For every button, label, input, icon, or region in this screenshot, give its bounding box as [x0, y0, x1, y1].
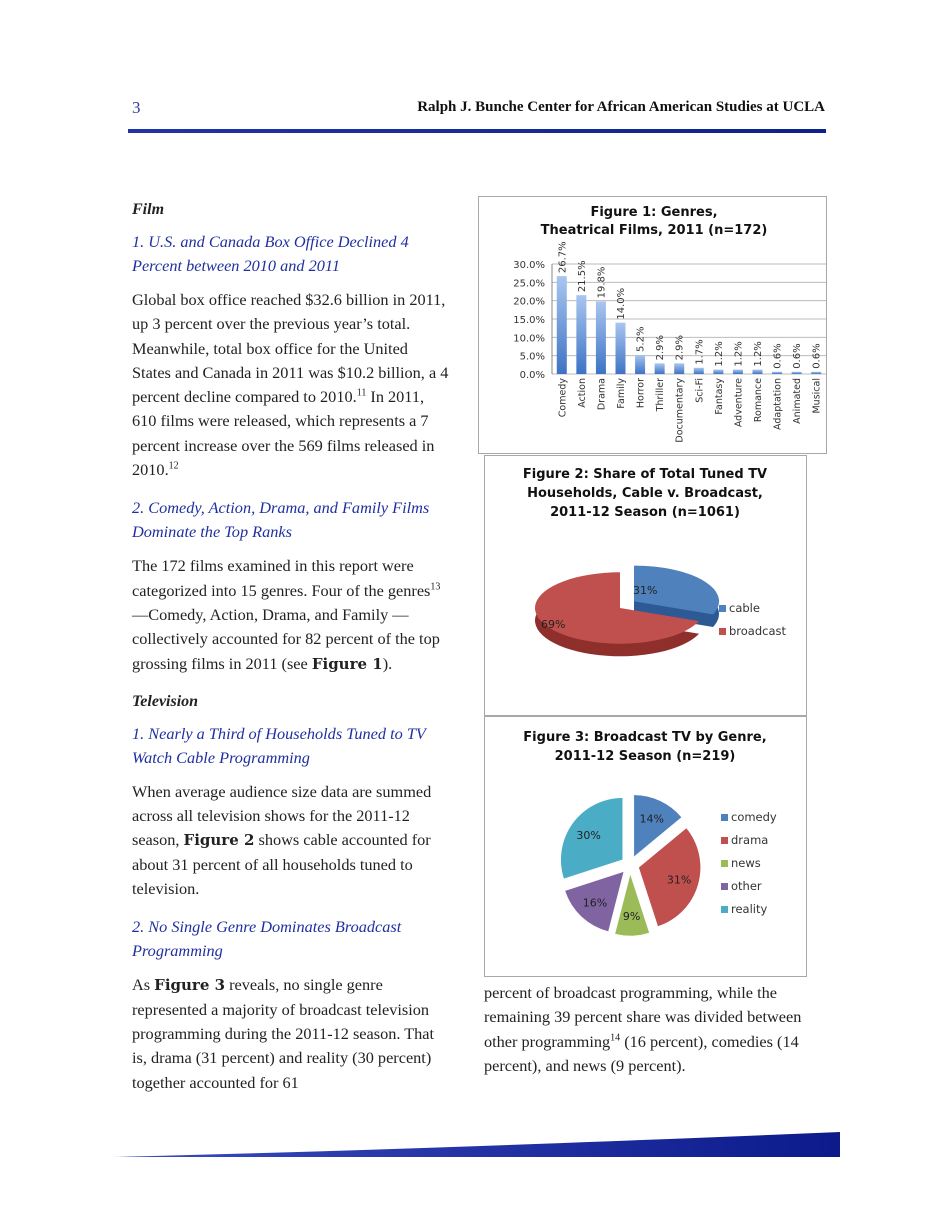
bar-documentary: [674, 363, 684, 374]
subheading-cable: 1. Nearly a Third of Households Tuned to TV Watch Cable Programming: [132, 723, 426, 767]
data-label: 16%: [582, 896, 608, 910]
x-tick-label: Documentary: [674, 378, 686, 443]
pie: [535, 566, 719, 657]
text: In 2011, 610 films were released, which represents a 7 percent increase over the 569 films released in 2010.: [132, 387, 435, 480]
legend-label: comedy: [731, 810, 777, 824]
figure-2-cable-broadcast-pie: [484, 455, 807, 716]
running-title: Ralph J. Bunche Center for African American Studies at UCLA: [417, 99, 825, 115]
x-tick-label: Fantasy: [713, 378, 725, 415]
data-label: 1.7%: [694, 339, 706, 365]
data-label: 2.9%: [655, 334, 667, 361]
chart-title: Figure 3: Broadcast TV by Genre,: [523, 730, 767, 745]
legend-swatch: [719, 628, 726, 635]
bar-adaptation: [772, 372, 782, 374]
y-tick-label: 30.0%: [513, 260, 545, 271]
chart-title: 2011-12 Season (n=219): [554, 749, 736, 764]
header-rule: [128, 129, 826, 133]
data-label: 9%: [622, 910, 641, 924]
legend-label: cable: [729, 601, 760, 615]
x-tick-label: Family: [616, 378, 627, 409]
data-label: 0.6%: [811, 343, 823, 369]
figure-1-genres-bar-chart: [478, 196, 827, 454]
bar-family: [616, 323, 626, 374]
legend-swatch: [721, 837, 728, 844]
footnote-ref: 14: [610, 1032, 621, 1044]
data-label: 69%: [541, 618, 566, 631]
text: shows cable accounted for about 31 percent of all households tuned to television.: [132, 830, 431, 899]
legend-label: other: [731, 879, 762, 893]
figure-ref: Figure 1: [311, 654, 383, 673]
bar-horror: [635, 355, 645, 374]
paragraph-box-office: [132, 288, 450, 482]
text: reveals, no single genre represented a majority of broadcast television programming during the 2011-12 season. That is, drama (31 percent) and reality (30 percent) together accounted for 61: [132, 975, 435, 1092]
x-tick-label: Romance: [753, 378, 764, 423]
y-tick-label: 10.0%: [513, 333, 545, 345]
legend-label: broadcast: [729, 624, 787, 638]
bar-thriller: [655, 363, 665, 374]
x-tick-label: Action: [576, 378, 588, 408]
footnote-ref: 13: [430, 581, 441, 593]
x-tick-label: Musical: [811, 378, 823, 414]
legend-label: news: [731, 856, 761, 870]
x-tick-label: Sci-Fi: [694, 378, 706, 403]
bar-romance: [753, 370, 763, 374]
data-label: 2.9%: [674, 334, 686, 361]
data-label: 26.7%: [557, 241, 569, 274]
data-label: 1.2%: [733, 341, 745, 367]
legend-label: drama: [731, 833, 769, 847]
x-tick-label: Horror: [635, 378, 647, 409]
x-tick-label: Adventure: [733, 378, 745, 428]
left-text-column: [132, 198, 450, 1095]
bar-fantasy: [713, 370, 723, 374]
x-tick-label: Comedy: [557, 378, 569, 418]
paragraph-genres: [132, 554, 450, 675]
footer-bar: [112, 1130, 840, 1158]
data-label: 1.2%: [713, 341, 725, 367]
data-label: 5.2%: [635, 326, 647, 352]
data-label: 1.2%: [753, 341, 764, 367]
paragraph-broadcast: [132, 973, 450, 1094]
figure-3-broadcast-genre-pie: [484, 716, 807, 977]
chart-title: 2011-12 Season (n=1061): [550, 505, 740, 520]
data-label: 14%: [639, 812, 665, 826]
data-label: 31%: [633, 584, 658, 597]
data-label: 31%: [666, 873, 692, 887]
bar-sci-fi: [694, 368, 704, 374]
page-number: 3: [132, 98, 141, 117]
chart-title: Figure 2: Share of Total Tuned TV: [522, 467, 768, 482]
data-label: 0.6%: [792, 343, 804, 369]
data-label: 21.5%: [576, 260, 588, 293]
legend-swatch: [721, 860, 728, 867]
text: —Comedy, Action, Drama, and Family —collectively accounted for 82 percent of the top grossing films in 2011 (see: [132, 604, 440, 673]
subheading-broadcast: 2. No Single Genre Dominates Broadcast Programming: [132, 917, 402, 961]
figure-ref: Figure 2: [183, 831, 255, 850]
text: ).: [382, 653, 393, 673]
y-tick-label: 0.0%: [519, 370, 545, 381]
subheading-genres: 2. Comedy, Action, Drama, and Family Films Dominate the Top Ranks: [132, 498, 430, 542]
data-label: 0.6%: [772, 343, 784, 369]
paragraph-broadcast-cont: [484, 981, 824, 1078]
text: (16 percent), comedies (14 percent), and news (9 percent).: [484, 1031, 799, 1075]
bar-animated: [792, 372, 802, 374]
footnote-ref: 11: [356, 387, 367, 399]
y-tick-label: 20.0%: [513, 296, 545, 308]
text: The 172 films examined in this report were categorized into 15 genres. Four of the genres: [132, 556, 431, 600]
bar-comedy: [557, 276, 567, 374]
bar-action: [576, 295, 586, 374]
data-label: 19.8%: [596, 266, 608, 299]
section-heading-television: Television: [132, 692, 199, 710]
y-tick-label: 15.0%: [513, 315, 545, 326]
x-tick-label: Drama: [596, 378, 608, 411]
section-heading-film: Film: [132, 201, 165, 218]
text: As: [132, 975, 155, 995]
legend-swatch: [719, 605, 726, 612]
x-tick-label: Adaptation: [772, 378, 784, 430]
data-label: 30%: [576, 828, 601, 842]
y-tick-label: 25.0%: [513, 278, 545, 290]
subheading-box-office: 1. U.S. and Canada Box Office Declined 4 Percent between 2010 and 2011: [132, 232, 409, 275]
y-tick-label: 5.0%: [519, 351, 545, 363]
bar-musical: [811, 372, 821, 374]
text: Global box office reached $32.6 billion in 2011, up 3 percent over the previous year’s total. Meanwhile, total box office for the United States and Canada in 2011 was $10.2 billion, a 4 percent decline compared to 2010.: [132, 290, 449, 407]
paragraph-cable: [132, 780, 450, 901]
x-tick-label: Thriller: [655, 378, 667, 412]
bar-adventure: [733, 370, 743, 374]
bar-drama: [596, 301, 606, 374]
figure-ref: Figure 3: [154, 976, 226, 995]
chart-title: Households, Cable v. Broadcast,: [527, 486, 763, 501]
chart-title: Theatrical Films, 2011 (n=172): [540, 223, 768, 238]
chart-title: Figure 1: Genres,: [590, 205, 718, 220]
legend-label: reality: [731, 902, 768, 916]
footnote-ref: 12: [168, 460, 179, 472]
data-label: 14.0%: [616, 287, 627, 320]
x-tick-label: Animated: [792, 378, 804, 424]
text: percent of broadcast programming, while the remaining 39 percent share was divided between other programming: [484, 983, 802, 1051]
legend-swatch: [721, 814, 728, 821]
legend-swatch: [721, 883, 728, 890]
text: When average audience size data are summed across all television shows for the 2011-12 season,: [132, 781, 432, 850]
legend-swatch: [721, 906, 728, 913]
